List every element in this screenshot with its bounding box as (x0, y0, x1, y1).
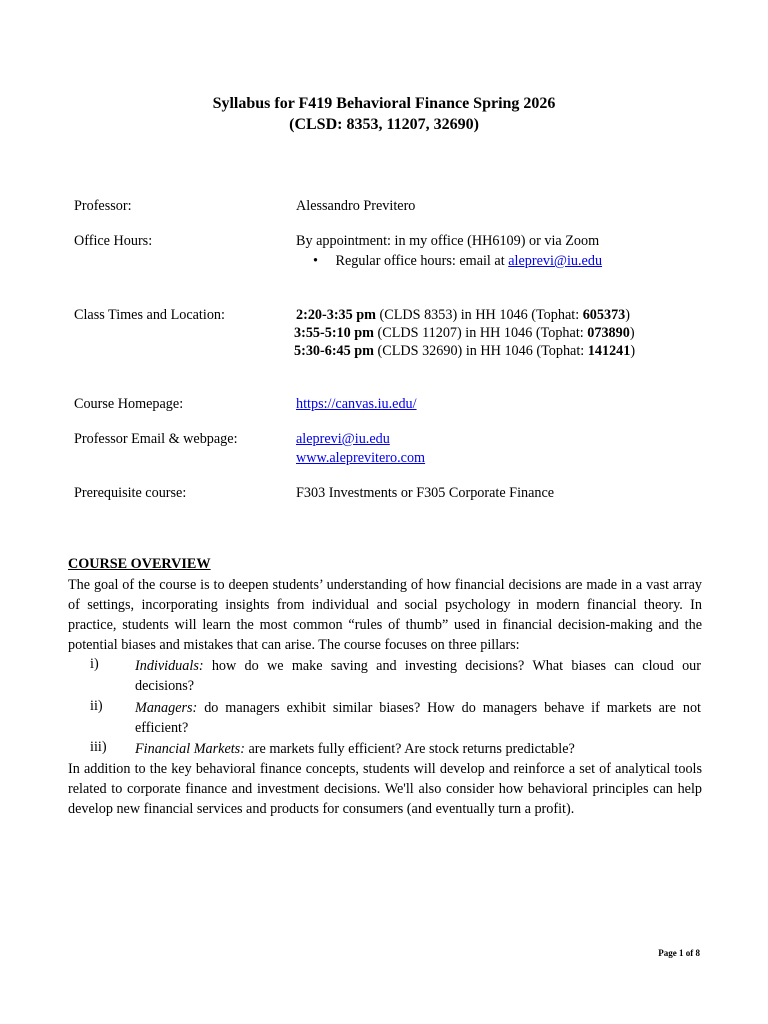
section-2: 3:55-5:10 pm (CLDS 11207) in HH 1046 (Tophat: 073890) (294, 325, 635, 341)
bullet-icon: • (313, 253, 318, 269)
prereq-label: Prerequisite course: (74, 485, 187, 501)
section-2-tophat-code: 073890 (587, 325, 630, 341)
section-1-tophat-code: 605373 (582, 307, 626, 323)
section-2-time: 3:55-5:10 pm (294, 325, 374, 341)
homepage-label: Course Homepage: (74, 396, 184, 412)
professor-value: Alessandro Previtero (296, 198, 416, 214)
email-label: Professor Email & webpage: (74, 431, 238, 447)
pillar-2-text: do managers exhibit similar biases? How do managers behave if markets are not efficient? (135, 700, 701, 736)
overview-intro: The goal of the course is to deepen students’ understanding of how financial decisions are made in a vast array of settings, incorporating insights from individual and social psychology in modern financial theory. In practice, students will learn the most common “rules of thumb” used in financial decision-making and the potential biases and mistakes that can arise. The course focuses on three pillars: (68, 577, 702, 653)
pillar-3-text: are markets fully efficient? Are stock returns predictable? (244, 741, 575, 757)
office-hours-email-link[interactable]: aleprevi@iu.edu (508, 253, 603, 269)
pillar-1 (135, 656, 701, 696)
page-number: Page 1 of 8 (658, 948, 700, 958)
office-hours-bullet (313, 253, 602, 270)
section-3-tophat-code: 141241 (587, 343, 631, 359)
section-2-details: (CLDS 11207) in HH 1046 (Tophat: (374, 325, 588, 341)
section-1: 2:20-3:35 pm (CLDS 8353) in HH 1046 (Tophat: 605373) (296, 307, 630, 323)
pillar-2-label: Managers: (135, 700, 198, 716)
office-hours-label: Office Hours: (74, 233, 153, 249)
prereq-value: F303 Investments or F305 Corporate Finance (296, 485, 555, 501)
office-hours-value: By appointment: in my office (HH6109) or via Zoom (296, 233, 600, 249)
class-times-label: Class Times and Location: (74, 307, 225, 323)
pillar-3 (135, 739, 701, 759)
homepage-link[interactable]: https://canvas.iu.edu/ (296, 396, 417, 412)
professor-label: Professor: (74, 198, 132, 214)
section-3-time: 5:30-6:45 pm (294, 343, 374, 359)
pillar-1-number: i) (90, 656, 99, 672)
office-hours-bullet-text: Regular office hours: email at (335, 253, 509, 269)
pillar-3-label: Financial Markets: (135, 741, 245, 757)
document-title: Syllabus for F419 Behavioral Finance Spring 2026 (212, 95, 556, 112)
pillar-2 (135, 698, 701, 738)
pillar-3-number: iii) (90, 739, 107, 755)
pillar-1-text: how do we make saving and investing decisions? What biases can cloud our decisions? (135, 658, 701, 694)
course-overview-heading: COURSE OVERVIEW (68, 556, 211, 572)
section-3: 5:30-6:45 pm (CLDS 32690) in HH 1046 (Tophat: 141241) (294, 343, 636, 359)
pillar-1-label: Individuals: (135, 658, 204, 674)
document-subtitle: (CLSD: 8353, 11207, 32690) (289, 116, 479, 133)
overview-closing: In addition to the key behavioral finance concepts, students will develop and reinforce a set of analytical tools related to corporate finance and investment decisions. We'll also consider how behavioral principles can help develop new financial services and products for consumers (and eventually turn a profit). (68, 761, 702, 817)
email-link[interactable]: aleprevi@iu.edu (296, 431, 390, 447)
section-1-time: 2:20-3:35 pm (296, 307, 376, 323)
pillar-2-number: ii) (90, 698, 103, 714)
section-3-details: (CLDS 32690) in HH 1046 (Tophat: (374, 343, 588, 359)
webpage-link[interactable]: www.aleprevitero.com (296, 450, 426, 466)
section-1-details: (CLDS 8353) in HH 1046 (Tophat: (376, 307, 583, 323)
